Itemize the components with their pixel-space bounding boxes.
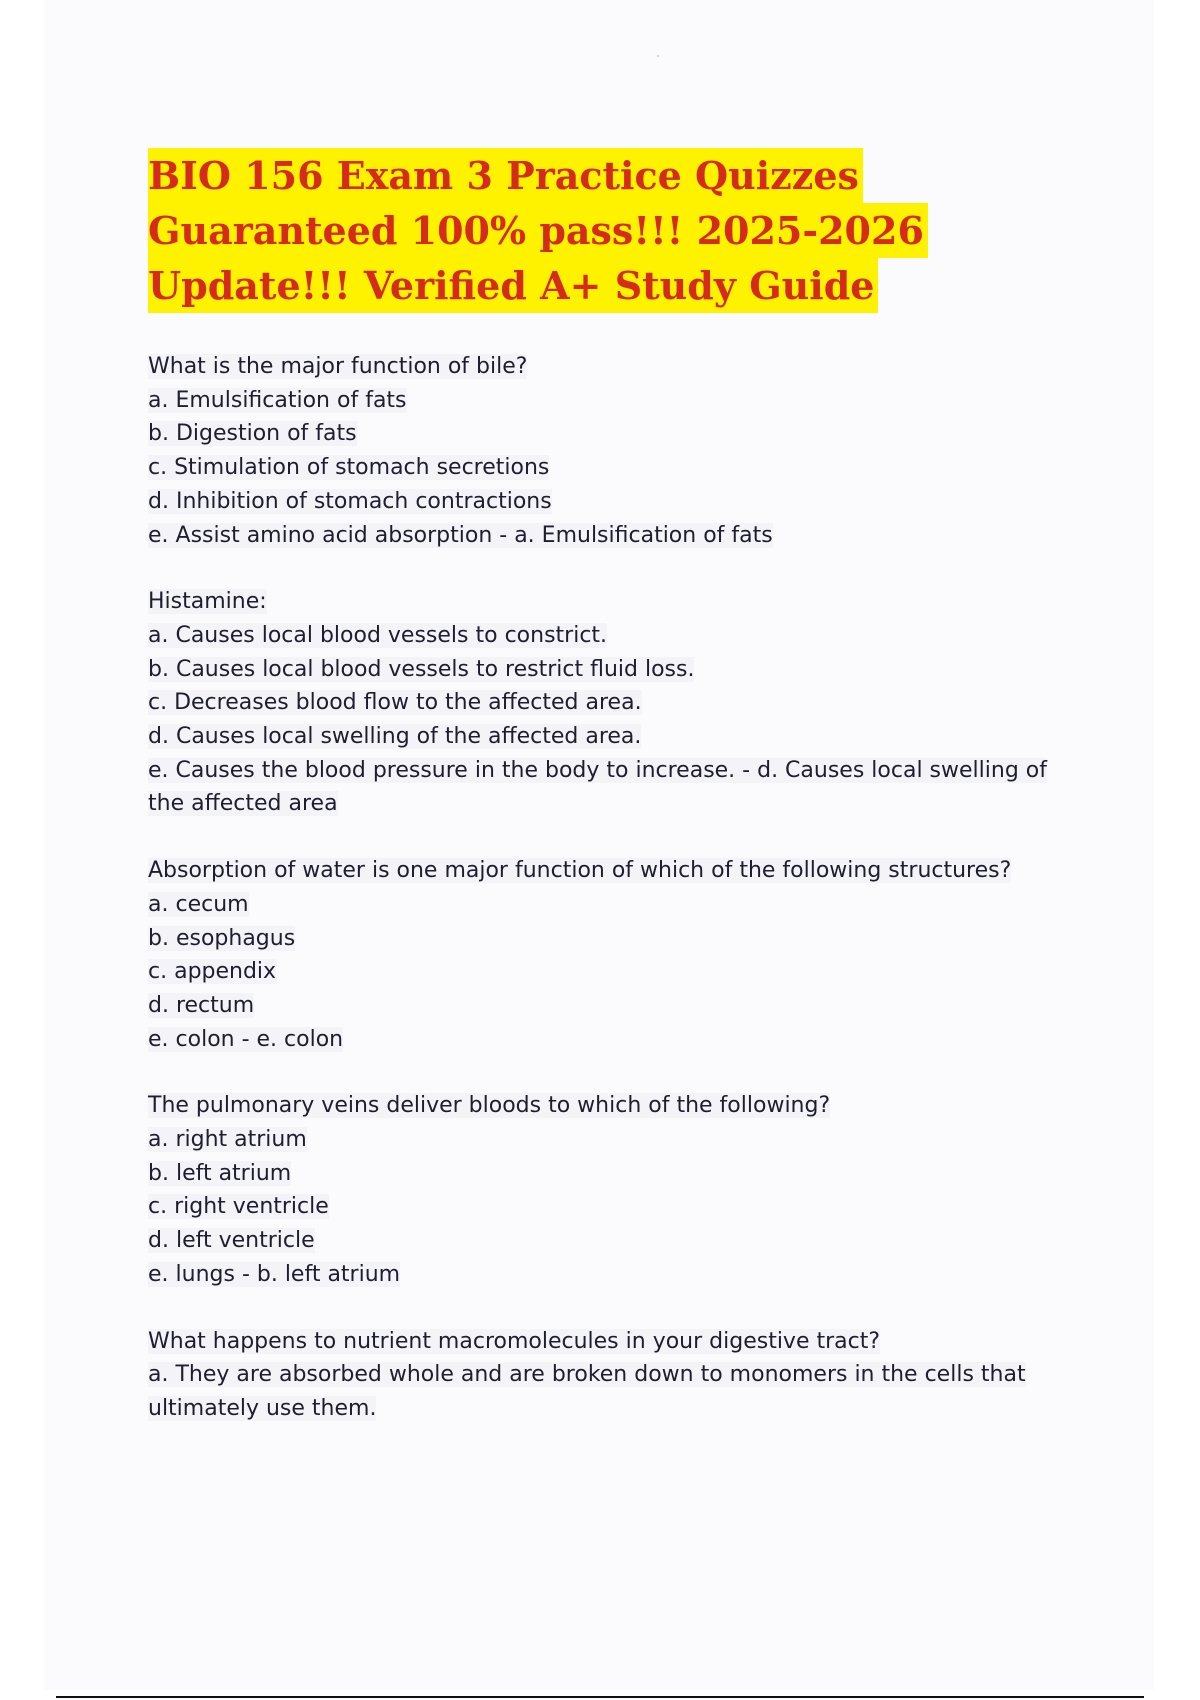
quiz-content	[148, 350, 1068, 1459]
answer-option: b. Digestion of fats	[148, 421, 357, 447]
answer-option: b. left atrium	[148, 1160, 292, 1186]
answer-option: d. left ventricle	[148, 1228, 315, 1254]
question-text: What is the major function of bile?	[148, 354, 528, 379]
answer-option-with-key: e. lungs - b. left atrium	[148, 1261, 401, 1287]
answer-option: b. esophagus	[148, 925, 296, 951]
question-text: Absorption of water is one major function of which of the following structures?	[148, 858, 1012, 884]
question-text: The pulmonary veins deliver bloods to which of the following?	[148, 1093, 831, 1119]
answer-option: ultimately use them.	[148, 1395, 377, 1421]
answer-option: b. Causes local blood vessels to restrict fluid loss.	[148, 656, 695, 682]
answer-option-with-key: e. Causes the blood pressure in the body to increase. - d. Causes local swelling of	[148, 757, 1047, 783]
question-block-pulmonary-veins	[148, 1089, 1068, 1291]
question-text: Histamine:	[148, 589, 267, 615]
answer-option-with-key: e. Assist amino acid absorption - a. Emulsification of fats	[148, 522, 773, 548]
answer-option: d. rectum	[148, 992, 255, 1018]
answer-option: c. appendix	[148, 959, 277, 985]
answer-option: d. Inhibition of stomach contractions	[148, 488, 552, 514]
question-block-macromolecules	[148, 1325, 1068, 1426]
question-text: What happens to nutrient macromolecules in your digestive tract?	[148, 1328, 881, 1354]
title-line: BIO 156 Exam 3 Practice Quizzes	[148, 148, 863, 203]
question-block-histamine	[148, 585, 1068, 821]
question-block-water-absorption	[148, 854, 1068, 1056]
answer-option: a. cecum	[148, 891, 249, 917]
answer-option-with-key: the affected area	[148, 791, 338, 817]
answer-option: a. Emulsification of fats	[148, 387, 407, 413]
answer-option: c. Decreases blood flow to the affected area.	[148, 690, 642, 716]
answer-option: c. Stimulation of stomach secretions	[148, 455, 550, 481]
answer-option-with-key: e. colon - e. colon	[148, 1026, 344, 1052]
answer-option: c. right ventricle	[148, 1194, 329, 1220]
document-title	[148, 148, 1068, 313]
question-block-bile	[148, 350, 1068, 552]
scan-speck	[657, 55, 659, 57]
footer-rule	[56, 1696, 1144, 1698]
answer-option: a. They are absorbed whole and are broken down to monomers in the cells that	[148, 1362, 1026, 1388]
title-line: Update!!! Verified A+ Study Guide	[148, 258, 878, 313]
title-line: Guaranteed 100% pass!!! 2025-2026	[148, 203, 928, 258]
answer-option: a. right atrium	[148, 1127, 307, 1153]
answer-option: a. Causes local blood vessels to constrict.	[148, 622, 608, 648]
answer-option: d. Causes local swelling of the affected area.	[148, 724, 642, 750]
